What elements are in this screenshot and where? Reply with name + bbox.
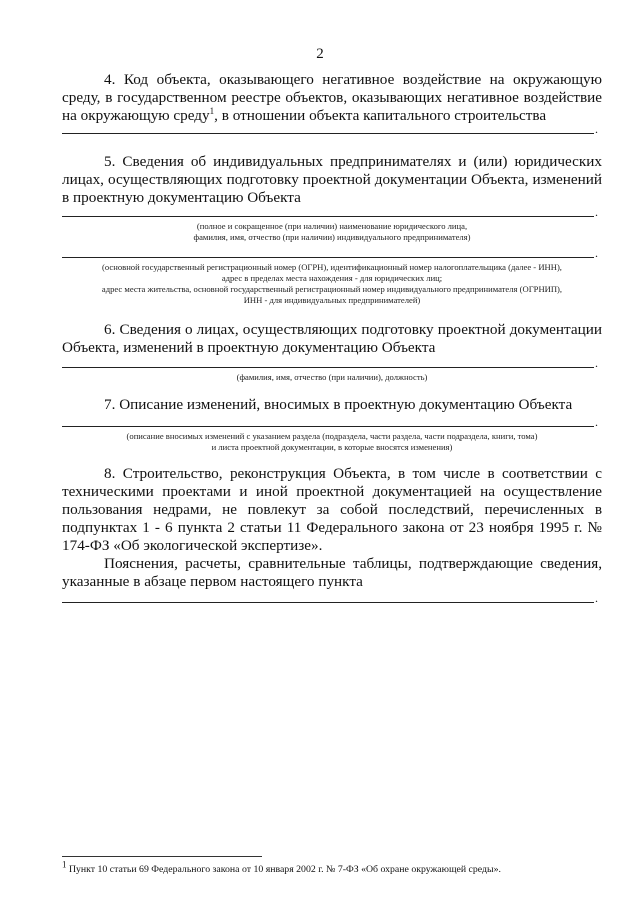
caption-line: (описание вносимых изменений с указанием раздела (подраздела, части раздела, части подраздела, книги, тома) [126, 431, 538, 441]
footnote [62, 859, 602, 876]
section-4-paragraph [62, 71, 602, 125]
caption-line: фамилия, имя, отчество (при наличии) индивидуального предпринимателя) [193, 232, 471, 242]
fill-line-end: . [595, 415, 598, 429]
section-4-text-end: , в отношении объекта капитального строительства [214, 107, 547, 124]
section-8-explanation: Пояснения, расчеты, сравнительные таблицы, подтверждающие сведения, указанные в абзаце первом настоящего пункта [62, 555, 602, 590]
fill-line-end: . [595, 246, 598, 260]
footnote-text: Пункт 10 статьи 69 Федерального закона от 10 января 2002 г. № 7-ФЗ «Об охране окружающей среды». [66, 864, 501, 875]
caption-line: ИНН - для индивидуальных предпринимателей) [243, 295, 421, 305]
caption-changes [62, 431, 602, 453]
section-5-paragraph: 5. Сведения об индивидуальных предпринимателях и (или) юридических лицах, осуществляющих подготовку проектной документации Объекта, изменений в проектную документацию Объекта [62, 153, 602, 206]
caption-legal-entity-name [62, 221, 602, 243]
section-6-paragraph: 6. Сведения о лицах, осуществляющих подготовку проектной документации Объекта, изменений в проектную документацию Объекта [62, 321, 602, 356]
footnote-marker: 1 [62, 859, 67, 870]
caption-line: адрес места жительства, основной государственный регистрационный номер индивидуального предпринимателя (ОГРНИП), [101, 284, 563, 294]
fill-line-section-7 [62, 426, 594, 427]
caption-person: (фамилия, имя, отчество (при наличии), должность) [236, 372, 428, 382]
caption-line: и листа проектной документации, в которые вносятся изменения) [211, 442, 453, 452]
fill-line-end: . [595, 205, 598, 219]
caption-line: (основной государственный регистрационный номер (ОГРН), идентификационный номер налогоплательщика (далее - ИНН), [102, 262, 562, 272]
section-7-paragraph: 7. Описание изменений, вносимых в проектную документацию Объекта [104, 396, 573, 413]
fill-line-section-5-name [62, 216, 594, 217]
caption-line: (полное и сокращенное (при наличии) наименование юридического лица, [196, 221, 468, 231]
caption-line: адрес в пределах места нахождения - для юридических лиц; [221, 273, 443, 283]
page-number: 2 [316, 46, 324, 62]
footnote-separator [62, 856, 262, 857]
fill-line-section-8 [62, 602, 594, 603]
fill-line-section-5-ogrn [62, 257, 594, 258]
fill-line-section-6 [62, 367, 594, 368]
fill-line-end: . [595, 122, 598, 136]
fill-line-end: . [595, 356, 598, 370]
section-8-paragraph: 8. Строительство, реконструкция Объекта, в том числе в соответствии с техническими проектами и иной проектной документацией на осуществление пользования недрами, не повлекут за собой последствий, перечисленных в подпунктах 1 - 6 пункта 2 статьи 11 Федерального закона от 23 ноября 1995 г. № 174-ФЗ «Об экологической экспертизе». [62, 465, 602, 554]
footnote-ref: 1 [209, 105, 215, 116]
fill-line-section-4 [62, 133, 594, 134]
caption-registration-data [62, 262, 602, 306]
fill-line-end: . [595, 591, 598, 605]
section-4-text: 4. Код объекта, оказывающего негативное воздействие на окружающую среду, в государственном реестре объектов, оказывающих негативное воздействие на окружающую среду [62, 71, 602, 124]
